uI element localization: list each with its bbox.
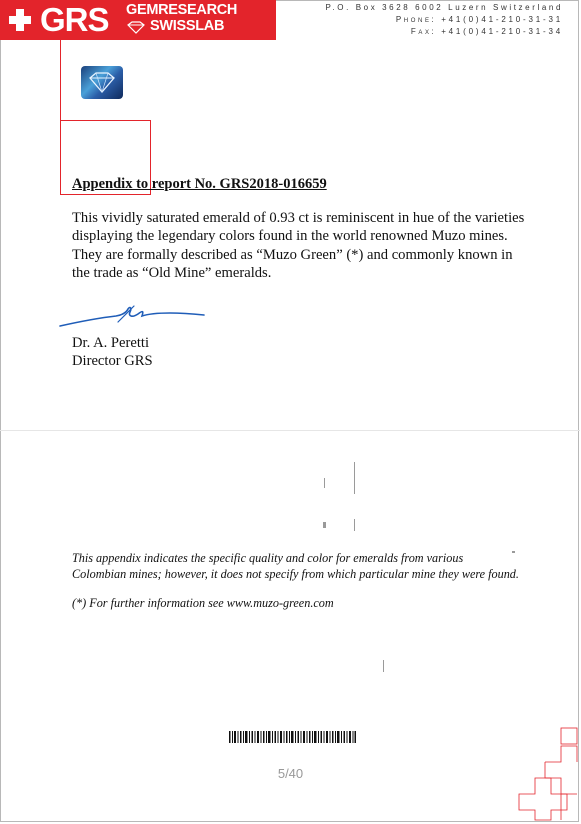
diamond-hologram-icon xyxy=(81,66,123,99)
fax-label: Fax: xyxy=(410,27,437,36)
scan-speck xyxy=(324,478,325,488)
appendix-title: Appendix to report No. GRS2018-016659 xyxy=(72,176,327,192)
contact-block xyxy=(326,2,563,38)
red-rule-top-box xyxy=(60,120,150,121)
phone-line xyxy=(326,14,563,26)
fax-number: +41(0)41-210-31-34 xyxy=(441,27,563,36)
scan-speck xyxy=(383,660,384,672)
swiss-cross-icon xyxy=(6,6,34,34)
logo-grs-text: GRS xyxy=(40,1,109,38)
handwritten-signature xyxy=(58,300,208,334)
note-line: This appendix indicates the specific quality and color for emeralds from various xyxy=(72,551,464,565)
fax-line xyxy=(326,26,563,38)
appendix-body xyxy=(72,209,552,282)
scan-speck xyxy=(323,522,326,528)
page-number: 5/40 xyxy=(277,766,304,781)
scan-speck xyxy=(354,462,355,494)
body-line: the trade as “Old Mine” emeralds. xyxy=(72,264,272,281)
scan-speck xyxy=(354,519,355,531)
red-rule-vertical-left xyxy=(60,40,61,195)
body-line: They are formally described as “Muzo Green” (*) and commonly known in xyxy=(72,246,513,263)
hologram-seal xyxy=(81,66,123,99)
phone-label: Phone: xyxy=(395,15,437,24)
signer-title: Director GRS xyxy=(72,353,153,369)
logo-swisslab-text: SWISSLAB xyxy=(150,18,225,34)
barcode xyxy=(229,731,356,743)
disclaimer-note xyxy=(72,550,562,582)
corner-cross-watermark xyxy=(499,722,579,822)
body-line: This vividly saturated emerald of 0.93 ct is reminiscent in hue of the varieties xyxy=(72,210,525,226)
diamond-icon xyxy=(126,21,146,34)
body-line: displaying the legendary colors found in the world renowned Muzo mines. xyxy=(72,228,508,245)
footnote: (*) For further information see www.muzo-green.com xyxy=(72,596,334,610)
fold-line xyxy=(0,430,580,431)
logo-gemresearch-text: GEMRESEARCH xyxy=(126,2,238,18)
red-rule-vertical-right xyxy=(60,194,150,195)
address-line: P.O. Box 3628 6002 Luzern Switzerland xyxy=(325,3,563,12)
phone-number: +41(0)41-210-31-31 xyxy=(441,15,563,24)
grs-logo xyxy=(0,0,276,40)
signer-name: Dr. A. Peretti xyxy=(72,335,150,351)
note-line: Colombian mines; however, it does not specify from which particular mine they were found. xyxy=(72,567,519,581)
